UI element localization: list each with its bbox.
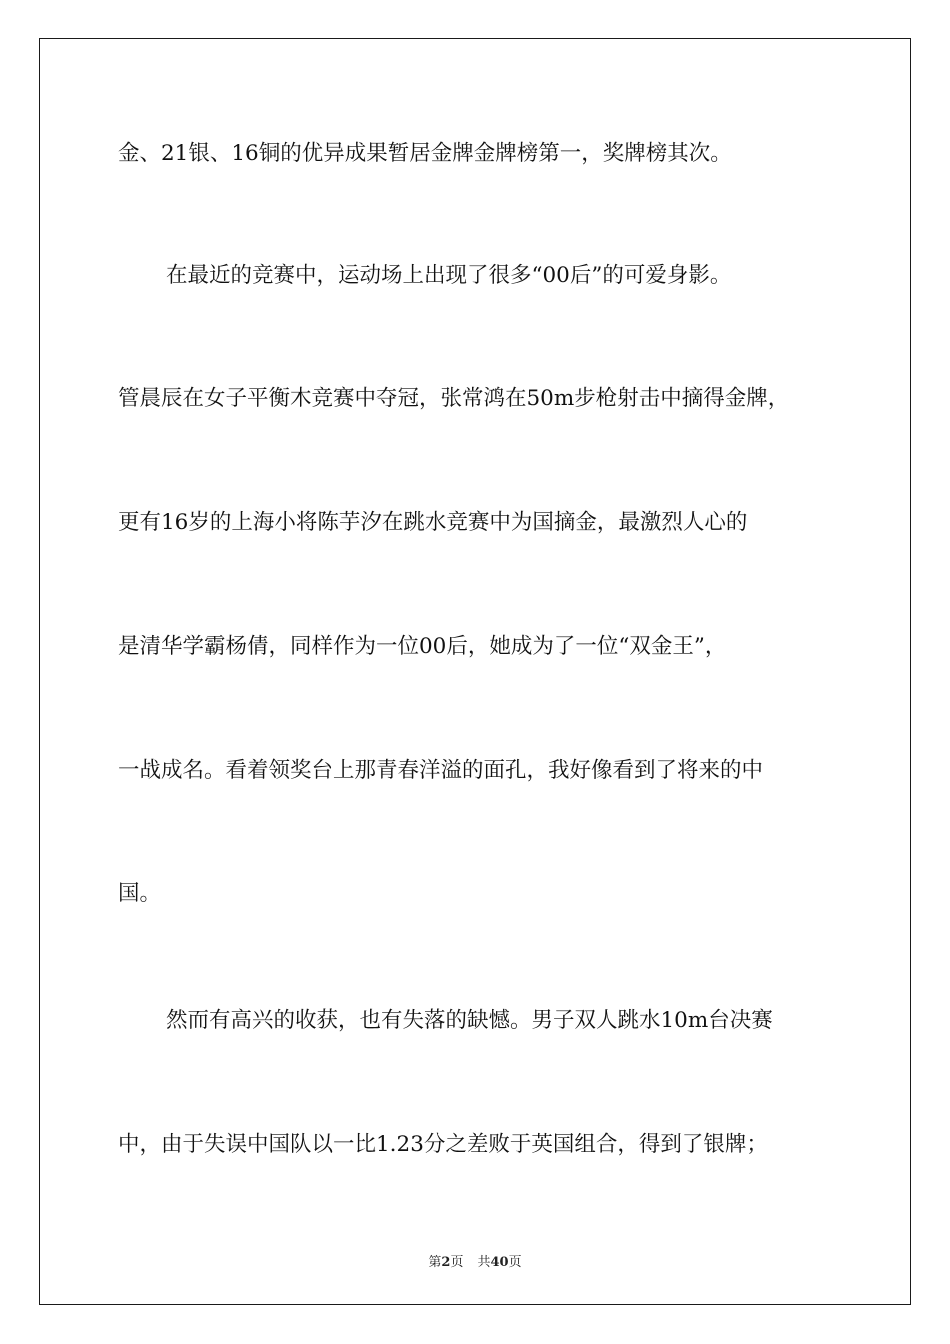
page-prefix: 第 <box>428 1255 442 1270</box>
text-line-1: 金、21银、16铜的优异成果暂居金牌金牌榜第一，奖牌榜其次。 <box>118 141 732 166</box>
text-line-3: 管晨辰在女子平衡木竞赛中夺冠，张常鸿在50m步枪射击中摘得金牌， <box>118 386 790 411</box>
text-line-7: 国。 <box>118 881 162 906</box>
text-line-4: 更有16岁的上海小将陈芋汐在跳水竞赛中为国摘金，最激烈人心的 <box>118 510 748 535</box>
page-border <box>39 38 911 1305</box>
text-line-9: 中，由于失误中国队以一比1.23分之差败于英国组合，得到了银牌； <box>118 1132 768 1157</box>
total-suffix: 页 <box>508 1255 522 1270</box>
text-line-6: 一战成名。看着领奖台上那青春洋溢的面孔，我好像看到了将来的中 <box>118 758 764 783</box>
total-prefix: 共 <box>477 1255 491 1270</box>
text-line-8: 然而有高兴的收获，也有失落的缺憾。男子双人跳水10m台决赛 <box>166 1008 773 1033</box>
page-suffix: 页 <box>450 1255 464 1270</box>
total-pages: 40 <box>490 1255 509 1270</box>
text-line-5: 是清华学霸杨倩，同样作为一位00后，她成为了一位“双金王”， <box>118 634 727 659</box>
page-number: 2 <box>441 1255 451 1270</box>
page-footer <box>0 1251 950 1270</box>
text-line-2: 在最近的竞赛中，运动场上出现了很多“00后”的可爱身影。 <box>166 263 732 288</box>
